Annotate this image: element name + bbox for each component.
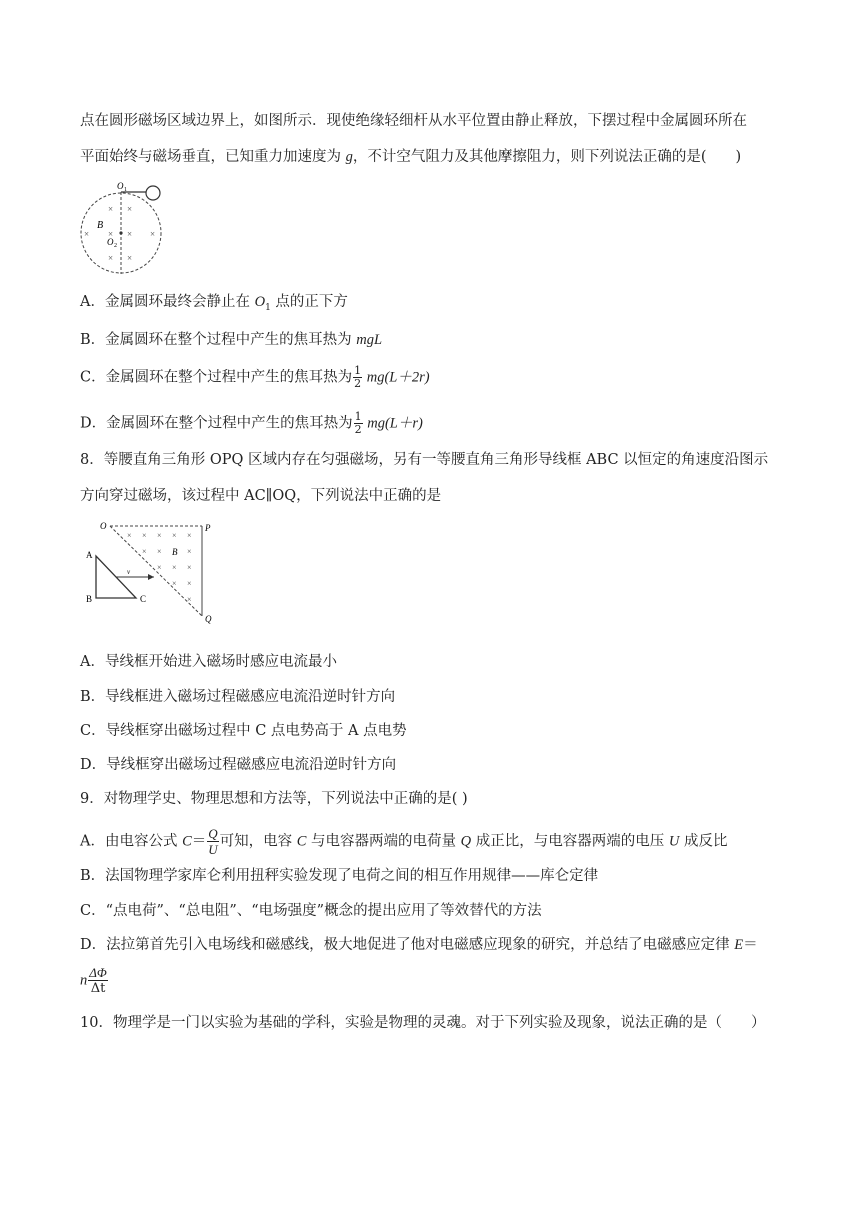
- q7-text-line2: 平面始终与磁场垂直，已知重力加速度为 g，不计空气阻力及其他摩擦阻力，则下列说法正确的是( ): [80, 149, 742, 165]
- q9-option-b: B．法国物理学家库仑利用扭秤实验发现了电荷之间的相互作用规律——库仑定律: [80, 868, 599, 884]
- field-mark: ×: [142, 547, 147, 556]
- q8-text-line1: 8．等腰直角三角形 OPQ 区域内存在匀强磁场，另有一等腰直角三角形导线框 ABC 以恒定的角速度沿图示: [80, 452, 769, 468]
- q9-option-d-line1: D．法拉第首先引入电场线和磁感线，极大地促进了他对电磁感应现象的研究，并总结了电磁感应定律 E＝: [80, 937, 758, 953]
- q8-option-b: B．导线框进入磁场过程磁感应电流沿逆时针方向: [80, 689, 396, 705]
- label-p: P: [205, 523, 211, 533]
- field-mark: ×: [108, 204, 114, 214]
- label-o2-sub: 2: [114, 243, 117, 249]
- q9-option-a: A．由电容公式 C＝ $\frac{Q}{U}$ 可知，电容 C 与电容器两端的电荷量 Q 成正比，与电容器两端的电压 U 成反比: [80, 826, 728, 857]
- q7-text-line1: 点在圆形磁场区域边界上，如图所示．现使绝缘轻细杆从水平位置由静止释放，下摆过程中金属圆环所在: [80, 113, 747, 129]
- field-mark: ×: [157, 531, 162, 540]
- field-mark: ×: [187, 531, 192, 540]
- label-b: B: [97, 220, 104, 231]
- q8-figure: [84, 518, 220, 626]
- label-q: Q: [205, 614, 212, 624]
- field-mark: ×: [84, 229, 90, 239]
- field-mark: ×: [172, 531, 177, 540]
- q7-option-c: C．金属圆环在整个过程中产生的焦耳热为 $\frac{1}{2}$ mg(L＋2r): [80, 364, 430, 390]
- label-a: A: [86, 550, 93, 560]
- field-mark: ×: [142, 531, 147, 540]
- field-mark: ×: [127, 253, 133, 263]
- q8-option-a: A．导线框开始进入磁场时感应电流最小: [80, 654, 337, 670]
- field-mark: ×: [127, 531, 132, 540]
- fraction: $\frac{1}{2}$: [354, 410, 362, 436]
- field-mark: ×: [150, 229, 156, 239]
- field-mark: ×: [127, 229, 133, 239]
- fraction: $\frac{1}{2}$: [354, 364, 362, 390]
- q9-option-c: C．“点电荷”、“总电阻”、“电场强度”概念的提出应用了等效替代的方法: [80, 903, 542, 919]
- q7-option-b: B．金属圆环在整个过程中产生的焦耳热为 mgL: [80, 332, 383, 348]
- q7-option-d: D．金属圆环在整个过程中产生的焦耳热为 $\frac{1}{2}$ mg(L＋r): [80, 410, 423, 436]
- field-mark: ×: [172, 563, 177, 572]
- q9-option-d-line2: n $\frac{\Delta\Phi}{\Delta t}$: [80, 965, 107, 996]
- field-mark: ×: [127, 204, 133, 214]
- field-mark: ×: [187, 595, 192, 604]
- field-mark: ×: [187, 547, 192, 556]
- field-mark: ×: [157, 563, 162, 572]
- label-o1-sub: 1: [124, 187, 127, 193]
- label-v: v: [127, 568, 131, 576]
- label-b-point: B: [86, 594, 93, 604]
- field-mark: ×: [108, 229, 114, 239]
- field-mark: ×: [172, 579, 177, 588]
- q8-option-c: C．导线框穿出磁场过程中 C 点电势高于 A 点电势: [80, 723, 407, 739]
- label-field-b: B: [172, 547, 178, 557]
- fraction: $\frac{\Delta\Phi}{\Delta t}$: [89, 965, 107, 996]
- label-o2: O: [107, 237, 114, 247]
- field-mark: ×: [157, 547, 162, 556]
- field-mark: ×: [187, 579, 192, 588]
- field-mark: ×: [187, 563, 192, 572]
- q8-option-d: D．导线框穿出磁场过程磁感应电流沿逆时针方向: [80, 757, 397, 773]
- label-o: O: [100, 521, 107, 531]
- fraction: $\frac{Q}{U}$: [208, 826, 218, 857]
- q7-option-a: A．金属圆环最终会静止在 $O_1$ 点的正下方: [80, 294, 348, 313]
- q9-text-line1: 9．对物理学史、物理思想和方法等，下列说法中正确的是( ): [80, 791, 468, 807]
- label-o1: O: [117, 181, 124, 191]
- field-mark: ×: [108, 253, 114, 263]
- q10-text-line1: 10．物理学是一门以实验为基础的学科，实验是物理的灵魂。对于下列实验及现象，说法正确的是（ ）: [80, 1015, 766, 1031]
- q8-text-line2: 方向穿过磁场，该过程中 AC∥OQ，下列说法中正确的是: [80, 488, 442, 504]
- label-c: C: [140, 594, 147, 604]
- q7-figure: [80, 180, 170, 276]
